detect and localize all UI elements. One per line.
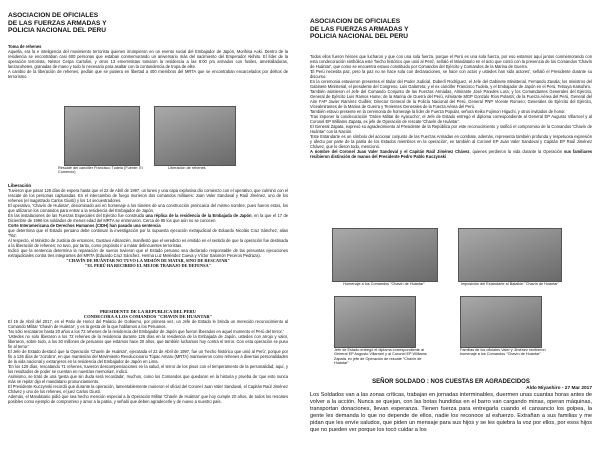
left-heading — [8, 12, 288, 35]
paragraph: A nombre del Coronel Juan Valer Sandoval y el Capitán Raúl Jiménez Chávez, quienes perdieron la vida durante la Operación sus familiares recibieron distinción de manos del Presidente Pedro Pablo Kuczynski — [310, 149, 593, 159]
paragraph: Tuvieron que pasar 126 días de espera hasta que el 22 de Abril de 1997, un lunes y una capa explosiva dio comienzo con el operativo, que culminó con el rescate de los personas capturadas. En el intercambio de fuego murieron dos comandos militares: Juan Valer Sandoval y Raúl Jiménez, uno de los rehenes (el magistrado Carlos Giusti) y los 14 secuestradores. — [8, 188, 288, 203]
intro-section — [8, 44, 288, 79]
paragraph: El operativo, 'Chavín de Huántar', denominado así en homenaje a los túneles de una construcción preincaica del mismo nombre, pues fueron estos, los que utilizaron los comandos para entrar a la residencia del Embajador de Japón. — [8, 203, 288, 213]
right-text — [310, 54, 592, 159]
paragraph: Asimismo, se trató de una 'gesta que sin duda será recordada', muchos, como los Comandos que quedaron en la historia y prueba de 'que esto nunca más se repita' dijo el mandatario pronunciamiento. — [8, 374, 288, 385]
paragraph: Todos ellos fueron héroes que lucharon y que con una sola fuerza, porque el Perú es una sola fuerza, por eso estamos aquí juntos conmemorando con esta condecoración simbólica este 'hecho histórico que unió al Perú', señaló el Mandatario en el acto que contó con la presencia de los Comandos 'Chavín de Huántar', que como se encuentra estuvo constituido por Comandos del Ejército y Comandos de la Marina de Guerra. — [310, 54, 592, 69]
presidente-section — [8, 309, 288, 404]
liberacion-section — [8, 183, 288, 268]
paragraph: El General Zapata, expresó su agradecimiento al Presidente de la República por este reconocimiento y ratificó el compromiso de la Comandos 'Chavín de Huántar' con la Nación. — [310, 124, 592, 134]
paragraph: El Jefe de Estado destacó que la Operación 'Chavín de Huántar', ejecutada el 22 de Abril de 1997, fue un 'hecho histórico que unió al Perú', porque por fin a 126 días de 'zozobra', en que mantenían del Movimiento Revolucionario Túpac Amaru (MRTA) mantuvieron como rehenes a diversas personalidades de la vida nacional y extranjeros en la residencia del Embajador de Japón en Lima. — [8, 349, 288, 365]
photo-diploma — [334, 296, 416, 348]
section-title: CONDECORA A LOS COMANDOS "CHAVIN DE HUANTAR" — [83, 314, 213, 320]
subheading-liberacion: Liberación — [8, 183, 32, 188]
paragraph: El 19 de Abril del 2017, en el Patio de Honor del Palacio de Gobierno, por primera vez, un Jefe de Estado le brinda un merecido reconocimiento al Comando Militar 'Chavín de Huántar', y es la gesta de la que hablamos a los Peruanos. — [8, 319, 288, 330]
photo-estandarte — [458, 228, 562, 282]
paragraph: Al respecto, el Ministro de Justicia de entonces, Gustavo Adrianzén, manifestó que el veredicto es emitido en el sentido de que la operación fue destinada a la liberación de rehenes; no tuvo, por tanto, como propósito ir a matar delincuentes terroristas. — [8, 238, 288, 248]
photo-caption: Imposición del Estandarte al Batallón "Chavín de Huántar" — [460, 282, 560, 286]
right-heading — [310, 18, 592, 41]
paragraph: A cambio de la liberación de rehenes, pedían que se pusiera en libertad a 400 miembros del MRTA que se encontraban encarcelados por delitos de terrorismo. — [8, 69, 288, 79]
heading-line: POLICIA NACIONAL DEL PERU — [310, 33, 409, 41]
paragraph: 'Este Estandarte es un símbolo del accionar conjunto de las Fuerzas Armadas en combate, además, representa también profunda y respetuosa expresión y afecto por parte de la patria de los Estados miembros en la operación', en también al Coronel EP Juan Valer Sandoval y Capitán EP Raúl Jiménez Chávez, que lo dieron todo, mencionó. — [310, 134, 592, 149]
paragraph: Aquella, era la e inteligencia del movimiento terrorista quienes irrumpieron en un evento social del Embajador de Japón, Morihisa Aoki. Dentro de la residencia se encontraban casi 600 personas que estaban conmemorando un aniversario más del nacimiento del Emperador Akihito. El líder de la operación terrorista, Néstor Cerpa Cartolini, y otros 13 emerretistas tomaron la residencia a las 8:00 pm armados con fusiles, ametralladoras, lanzacohetes, granadas de mano y todo lo necesario para asaltar con la contundencia de tropa de elite. — [8, 49, 288, 69]
photo-caption: Jefe de Estado entregó el diploma correspondiente al General EP Augusto Villarroel y al Coronel EP Williams Zapata, ex jefe de Operación de rescate "Chavín de Huántar" — [334, 348, 427, 366]
photo-caption: Liberación de rehenes — [168, 166, 206, 170]
heading-line: DE LAS FUERZAS ARMADAS Y — [8, 19, 107, 27]
quote-heading: "EL PERÚ HA RECIBIDO EL MEJOR TRABAJO DE DEFENSA" — [85, 263, 211, 269]
paragraph: 'Ustedes no solo liberaron a los 72 rehenes de la residencia durante 126 días en la residencia de la Embajada de Japón, ustedes con arrojo y valor, liberaron, sobre todo, a los 30 millones de peruanos que estamos hace 20 años, que también luchamos hoy contra el terror. Con esta operación se puso fin al terror.' — [8, 334, 288, 350]
paragraph: También estuvo presente en la ceremonia de homenaje la líder de Fuerza Popular, señora Keiko Fujimori Higuchi, y otros invitados de honor. — [310, 109, 566, 114]
paragraph: En las instalaciones de las Fuerzas Especiales del Ejército fue construida una réplica de la residencia de la Embajada de Japón, en la que el 17 de Diciembre de 1996 los soldados de menos edad del MRTA se entrenaron. Cerca de 85 los que aún no se conocen. — [8, 213, 288, 223]
photo-caption: Homenaje a los Comandos "Chavín de Huántar" — [343, 282, 425, 286]
article-text: Los Soldados van a las zonas críticas, trabajan en jornadas interminables, duermen unas cuantas horas antes de volver a la acción. Nunca se quejan, con las botas hundidas en el barro van cargando minas, operan máquinas, transportan donaciones, llevan esperanza. Tienen fuerza para entregarla cuando el cansancio los golpea, la gente les demanda lo que no depende de ellos, nadie los reconoce al esfuerzo. Extrañan a sus familias y me pidan que les envíe saludos, que piden un mensaje para sus hijos y se les quiebra la voz por ellos, por esos hijos que no pueden ver porque los tocó cuidar a los — [310, 392, 592, 433]
photo-caption: Familias de los oficiales Valer y Jiménez recibieron homenaje a los Comandos "Chavín de Huántar" — [460, 348, 546, 357]
photo-caption: Rescate del canciller Francisco Tudela (Fuente: El Comercio) — [58, 166, 143, 175]
paragraph: que determina que el Estado peruano debe continuar la investigación por la supuesta ejecución extrajudicial de Eduardo Nicolás Cruz Sánchez, alias 'Tito'. — [8, 228, 288, 238]
section-title: PRESIDENTE DE LA REPUBLICA DEL PERU — [99, 309, 197, 314]
paragraph: El Presidente Kuczynski recordó que durante la operación, lamentablemente murieron el oficial del Coronel Juan Valer Sandoval, el Capitán Raúl Jiménez Chávez y uno de los rehenes, el juez Carlos Giusti. — [8, 384, 288, 395]
photo-homenaje — [332, 228, 438, 282]
heading-line: POLICIA NACIONAL DEL PERU — [8, 27, 107, 35]
paragraph: Indicó que la sentencia determina la reparación de sueros tuvieron que el Estado peruano sea declarado responsable de las presuntas ejecuciones extrajudiciales contra tres integrantes del MRTA (Eduardo Cruz Sánchez, Herma Luz Meléndez Cueva y Víctor Salomón Peceros Pedraza). — [8, 248, 288, 258]
photo-liberacion — [154, 106, 236, 166]
article-author: Aldo Miyashiro - 27 Mar 2017 — [526, 386, 592, 391]
heading-line: ASOCIACION DE OFICIALES — [8, 12, 99, 19]
paragraph: 'El Perú necesita paz, pero la paz no se hace sola con declaraciones, se hace con actos y ustedes han sido actores', señaló el Presidente durante su discurso. — [310, 69, 592, 79]
quote-heading: "CHAVÍN DE HUÁNTAR NO TUVO LA MISIÓN DE MATAR, SINO DE RESCATAR" — [66, 258, 230, 263]
paragraph: En la ceremonia estuvieron presentes el titular del Poder Judicial, Duberlí Rodríguez, el Jefe del Gabinete Ministerial, Fernando Zavala; los ministros del Gabinete Ministerial, el presidente del Congreso, Luis Galarreta, y el ex canciller Francisco Tudela, y el Embajador de Japón en el Perú, Tetsuya Katsuhiro. — [310, 79, 592, 89]
paragraph: Además, el Mandatario pidió que sea hecho mención especial a la Operación Militar 'Chavín de Huántar' que hoy cumple 20 años, de todos los rescates posibles como ejemplo de compromiso y amor a la patria, y señaló que deben agradecerle y de nuevo a nuestro país. — [8, 394, 288, 405]
paragraph-cidh: Corte Interamericana de Derechos Humanos (CIDH) han pasado una sentencia — [8, 223, 161, 228]
heading-line: ASOCIACION DE OFICIALES — [310, 18, 401, 25]
senor-soldado-section — [310, 378, 592, 433]
paragraph: 'En los 126 días, rescatando 71 rehenes, tuvieron descompensaciones en la salud, el terror de los pisos con el temperamento de la personalidad; aquí, y los resultados de poder se cuentan en nuestras memorias', indicó. — [8, 364, 288, 375]
photo-rescate — [64, 106, 140, 166]
subheading-toma: Toma de rehenes — [8, 44, 42, 49]
paragraph: 'No sólo rescataron hasta 20 años a los 72 rehenes de la residencia del Embajador de Japón que fueron liberados en aquel momento el Perú del terror.' — [8, 329, 284, 335]
photo-familias — [460, 296, 542, 348]
heading-line: DE LAS FUERZAS ARMADAS Y — [310, 25, 409, 33]
paragraph: Tras imponer la condecoración 'Orden Militar de Ayacucho', el Jefe de Estado entregó el diploma correspondiente al General EP Augusto Villarroel y al Coronel EP Williams Zapata, ex jefe de Operación de rescate 'Chavín de Huántar'. — [310, 114, 592, 124]
paragraph: También asistieron el Jefe del Comando Conjunto de las Fuerzas Armadas, Almirante José Paredes Lora; y los Comandantes Generales del Ejército, General de Ejército Luis Ramos Hume; de la Marina de Guerra del Perú, Almirante MGP Gonzalo Ríos Polastri; de la Fuerza Aérea del Perú, General del Aire FAP Javier Ramírez Guillén; Director General de la Policía Nacional del Perú, General PNP Vicente Romero; Generales de Ejército del Ejército, Vicealmirantes de la Marina de Guerra y Tenientes Generales de la Fuerza Aérea del Perú. — [310, 89, 592, 109]
article-title: SEÑOR SOLDADO : NOS CUESTAS ER AGRADECIDOS — [372, 379, 530, 385]
